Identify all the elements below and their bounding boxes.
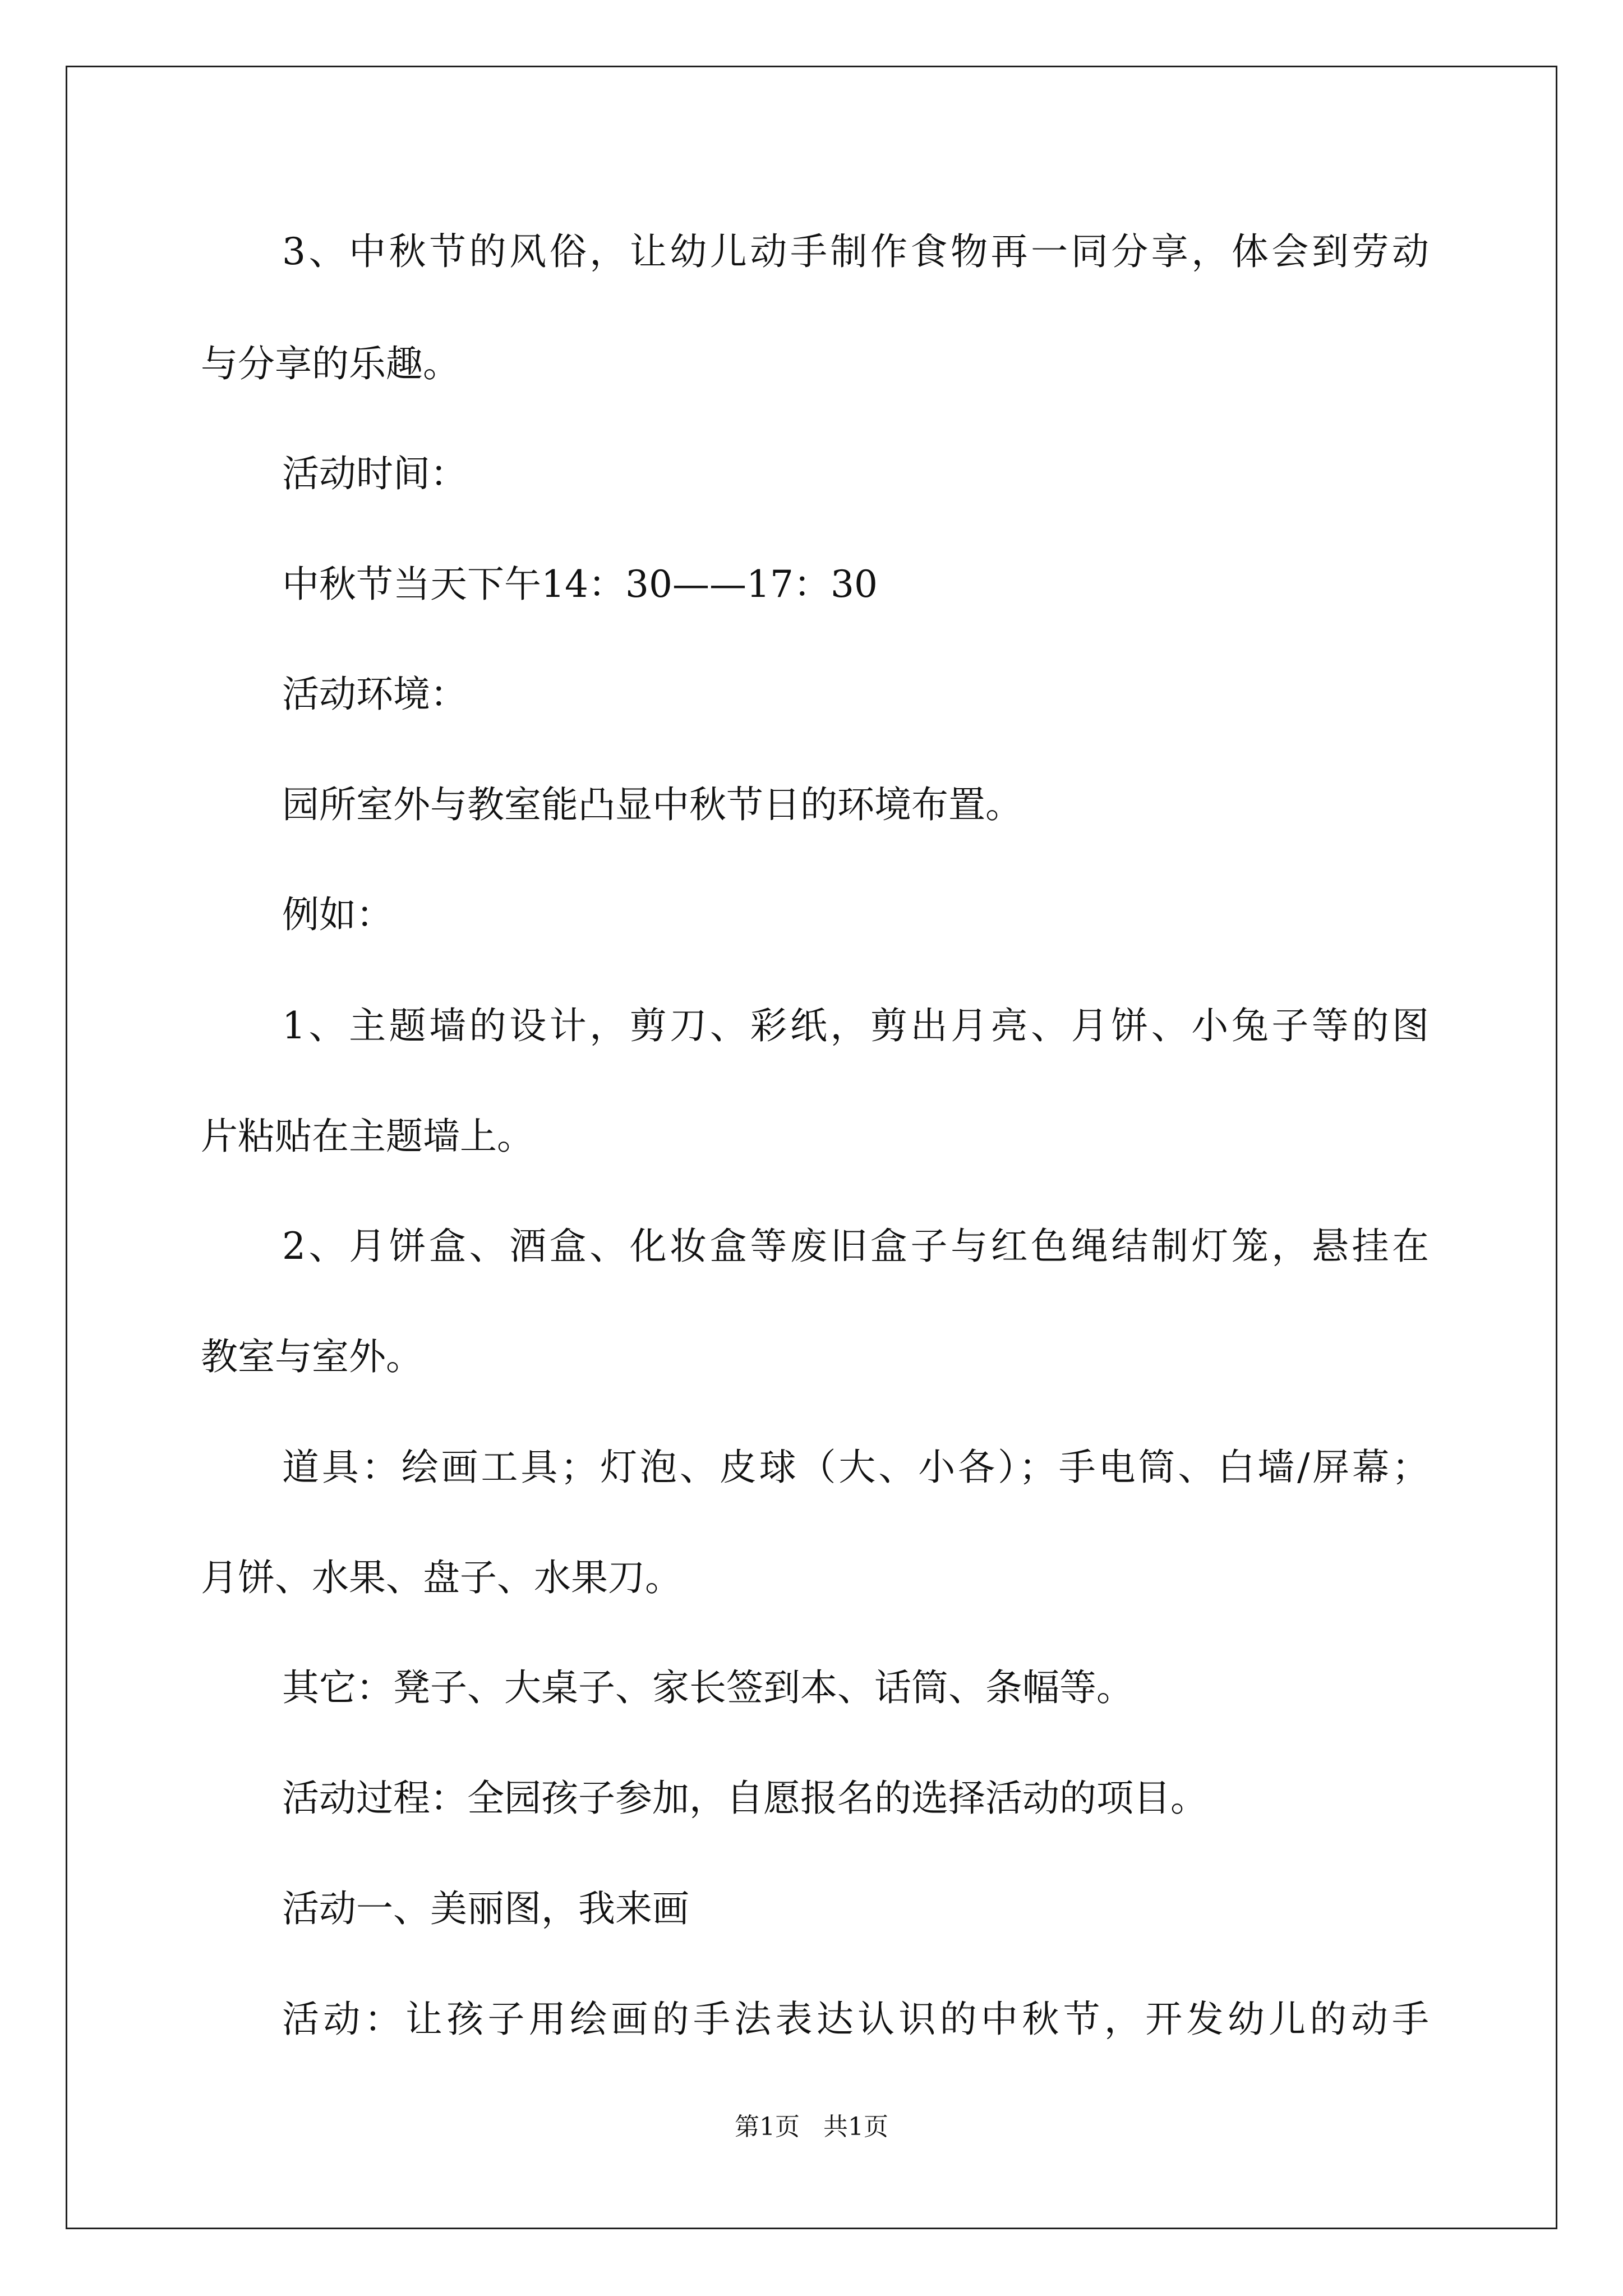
paragraph-line: 教室与室外。 [201, 1335, 423, 1378]
paragraph-line: 其它：凳子、大桌子、家长签到本、话筒、条幅等。 [282, 1666, 1133, 1709]
paragraph-line: 片粘贴在主题墙上。 [201, 1115, 534, 1158]
paragraph-line: 3、中秋节的风俗，让幼儿动手制作食物再一同分享，体会到劳动 [282, 230, 1429, 273]
section-heading: 活动一、美丽图，我来画 [282, 1887, 689, 1930]
section-heading: 活动环境： [282, 673, 467, 716]
paragraph-line: 中秋节当天下午14：30——17：30 [282, 563, 878, 606]
paragraph-line: 活动：让孩子用绘画的手法表达认识的中秋节，开发幼儿的动手 [282, 1998, 1429, 2041]
paragraph-line: 道具：绘画工具；灯泡、皮球（大、小各）；手电筒、白墙/屏幕； [282, 1446, 1429, 1489]
paragraph-line: 与分享的乐趣。 [201, 342, 460, 385]
paragraph-line: 活动过程：全园孩子参加，自愿报名的选择活动的项目。 [282, 1777, 1207, 1820]
paragraph-line: 园所室外与教室能凸显中秋节日的环境布置。 [282, 783, 1022, 826]
paragraph-line: 月饼、水果、盘子、水果刀。 [201, 1556, 682, 1599]
paragraph-line: 例如： [282, 893, 393, 936]
paragraph-line: 2、月饼盒、酒盒、化妆盒等废旧盒子与红色绳结制灯笼，悬挂在 [282, 1225, 1429, 1268]
page-footer: 第1页 共1页 [735, 2113, 888, 2141]
section-heading: 活动时间： [282, 452, 467, 495]
paragraph-line: 1、主题墙的设计，剪刀、彩纸，剪出月亮、月饼、小兔子等的图 [282, 1004, 1429, 1047]
